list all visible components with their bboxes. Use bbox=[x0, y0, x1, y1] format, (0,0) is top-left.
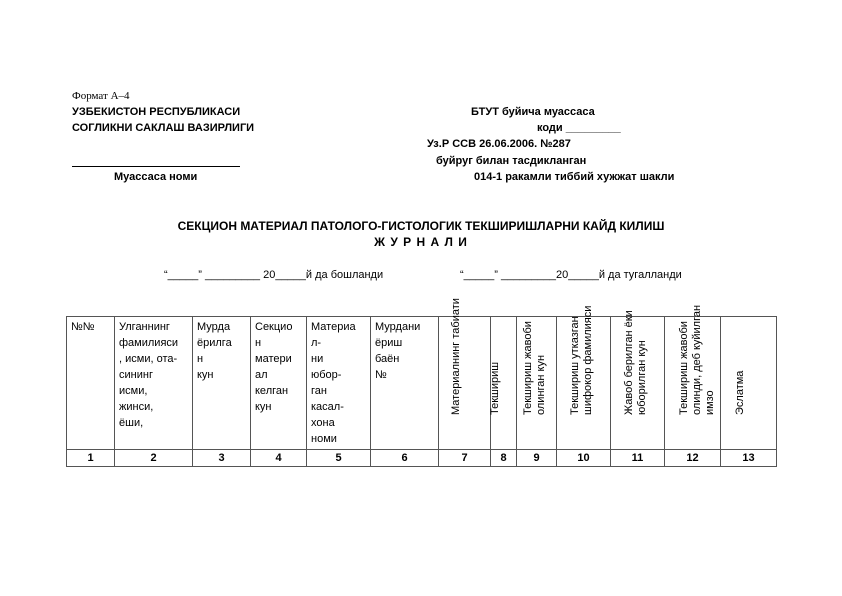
col-number: 9 bbox=[517, 450, 557, 467]
col-number: 2 bbox=[115, 450, 193, 467]
code-line: коди _________ bbox=[537, 122, 621, 134]
approved-line: буйруг билан тасдикланган bbox=[436, 155, 587, 167]
col-number: 12 bbox=[665, 450, 721, 467]
col-header-examination: Текшириш bbox=[491, 317, 517, 450]
table-row bbox=[67, 450, 777, 467]
col-header-autopsy-date: Мурда ёрилга н кун bbox=[193, 317, 251, 450]
format-label: Формат А–4 bbox=[72, 90, 130, 102]
col-number: 3 bbox=[193, 450, 251, 467]
col-number: 10 bbox=[557, 450, 611, 467]
page-subtitle: Ж У Р Н А Л И bbox=[374, 235, 468, 249]
col-header-material-nature: Материалнинг табиати bbox=[439, 317, 491, 450]
col-header-material-received: Секцио н матери ал келган кун bbox=[251, 317, 307, 450]
col-number: 6 bbox=[371, 450, 439, 467]
col-header-signature: Текшириш жавоби олинди, деб куйилган имзо bbox=[665, 317, 721, 450]
col-number: 8 bbox=[491, 450, 517, 467]
col-header-notes: Эслатма bbox=[721, 317, 777, 450]
institution-name-label: Муассаса номи bbox=[114, 171, 198, 183]
col-header-protocol-number: Мурдани ёриш баён № bbox=[371, 317, 439, 450]
col-number: 13 bbox=[721, 450, 777, 467]
col-number: 11 bbox=[611, 450, 665, 467]
col-header-number: №№ bbox=[67, 317, 115, 450]
institution-name-line bbox=[72, 166, 240, 167]
col-header-physician: Текшириш утказган шифокор фамилияси bbox=[557, 317, 611, 450]
col-number: 5 bbox=[307, 450, 371, 467]
page-title: СЕКЦИОН МАТЕРИАЛ ПАТОЛОГО-ГИСТОЛОГИК ТЕКШИРИШЛАРНИ КАЙД КИЛИШ bbox=[177, 219, 665, 233]
col-header-result-date: Текшириш жавоби олинган кун bbox=[517, 317, 557, 450]
journal-table bbox=[66, 298, 777, 467]
table-header-row bbox=[67, 317, 777, 450]
col-header-hospital: Материа л- ни юбор- ган касал- хона номи bbox=[307, 317, 371, 450]
start-date-field: “_____” _________ 20_____й да бошланди bbox=[164, 269, 384, 281]
ministry-line-2: СОГЛИКНИ САКЛАШ ВАЗИРЛИГИ bbox=[72, 122, 255, 134]
ministry-line-1: УЗБЕКИСТОН РЕСПУБЛИКАСИ bbox=[72, 106, 241, 118]
order-line: Уз.Р ССВ 26.06.2006. №287 bbox=[427, 138, 571, 150]
col-number: 4 bbox=[251, 450, 307, 467]
col-number: 1 bbox=[67, 450, 115, 467]
end-date-field: “_____” _________20_____й да тугалланди bbox=[460, 269, 682, 281]
col-number: 7 bbox=[439, 450, 491, 467]
col-header-response-date: Жавоб берилган ёки юборилган кун bbox=[611, 317, 665, 450]
col-header-deceased: Улганнинг фамилияси , исми, ота- сининг исми, жинси, ёши, bbox=[115, 317, 193, 450]
form-number-line: 014-1 ракамли тиббий хужжат шакли bbox=[474, 171, 675, 183]
btut-line: БТУТ буйича муассаса bbox=[471, 106, 595, 118]
